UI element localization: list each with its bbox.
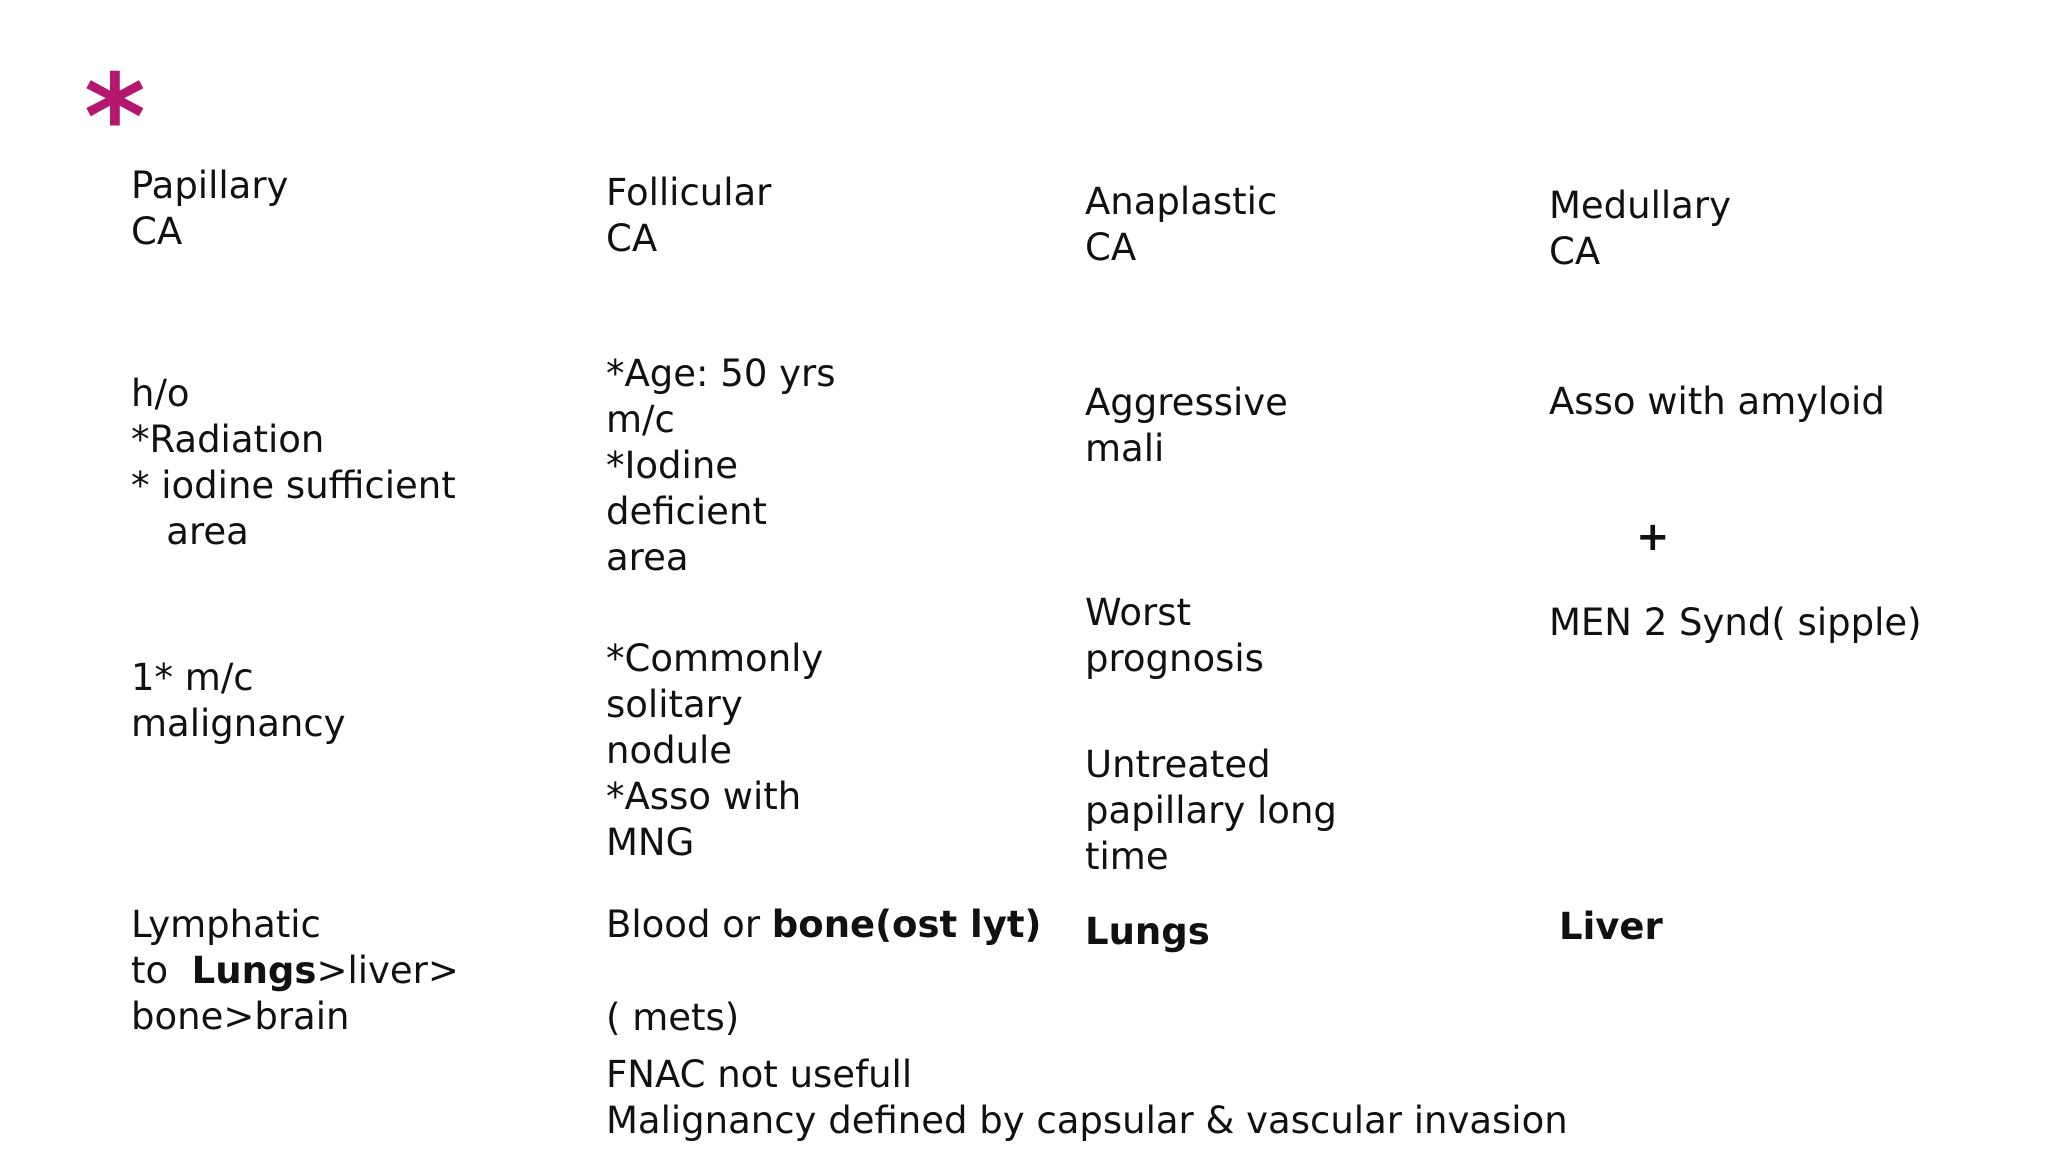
papillary-spread (131, 902, 459, 1040)
star-bullet-icon: * (84, 48, 146, 186)
medullary-spread: Liver (1559, 905, 1663, 948)
follicular-age: *Age: 50 yrs m/c *Iodine deficient area (606, 352, 836, 579)
anaplastic-spread: Lungs (1085, 910, 1210, 953)
papillary-spread-bold: Lungs (191, 949, 317, 992)
papillary-spread-prefix: Lymphatic to (131, 903, 321, 992)
medullary-heading: Medullary CA (1549, 184, 1731, 273)
anaplastic-prognosis: Worst prognosis (1085, 591, 1264, 680)
papillary-note: 1* m/c malignancy (131, 656, 346, 745)
follicular-fnac: FNAC not usefull Malignancy defined by capsular & vascular invasion (606, 1053, 1568, 1142)
papillary-spread-suffix: >liver> bone>brain (131, 949, 459, 1038)
anaplastic-untreated: Untreated papillary long time (1085, 743, 1337, 878)
follicular-mets: ( mets) (606, 996, 740, 1039)
follicular-spread-prefix: Blood or (606, 903, 772, 946)
follicular-spread (606, 902, 1041, 948)
medullary-amyloid: Asso with amyloid (1549, 380, 1885, 423)
follicular-spread-bold: bone(ost lyt) (771, 903, 1042, 946)
follicular-nodule: *Commonly solitary nodule *Asso with MNG (606, 637, 824, 864)
medullary-men: MEN 2 Synd( sipple) (1549, 601, 1922, 644)
plus-sign: + (1636, 514, 1670, 560)
papillary-history: h/o *Radiation * iodine sufficient area (131, 372, 456, 553)
follicular-heading: Follicular CA (606, 171, 772, 260)
anaplastic-aggressive: Aggressive mali (1085, 381, 1288, 470)
papillary-heading: Papillary CA (131, 164, 289, 253)
anaplastic-heading: Anaplastic CA (1085, 180, 1278, 269)
